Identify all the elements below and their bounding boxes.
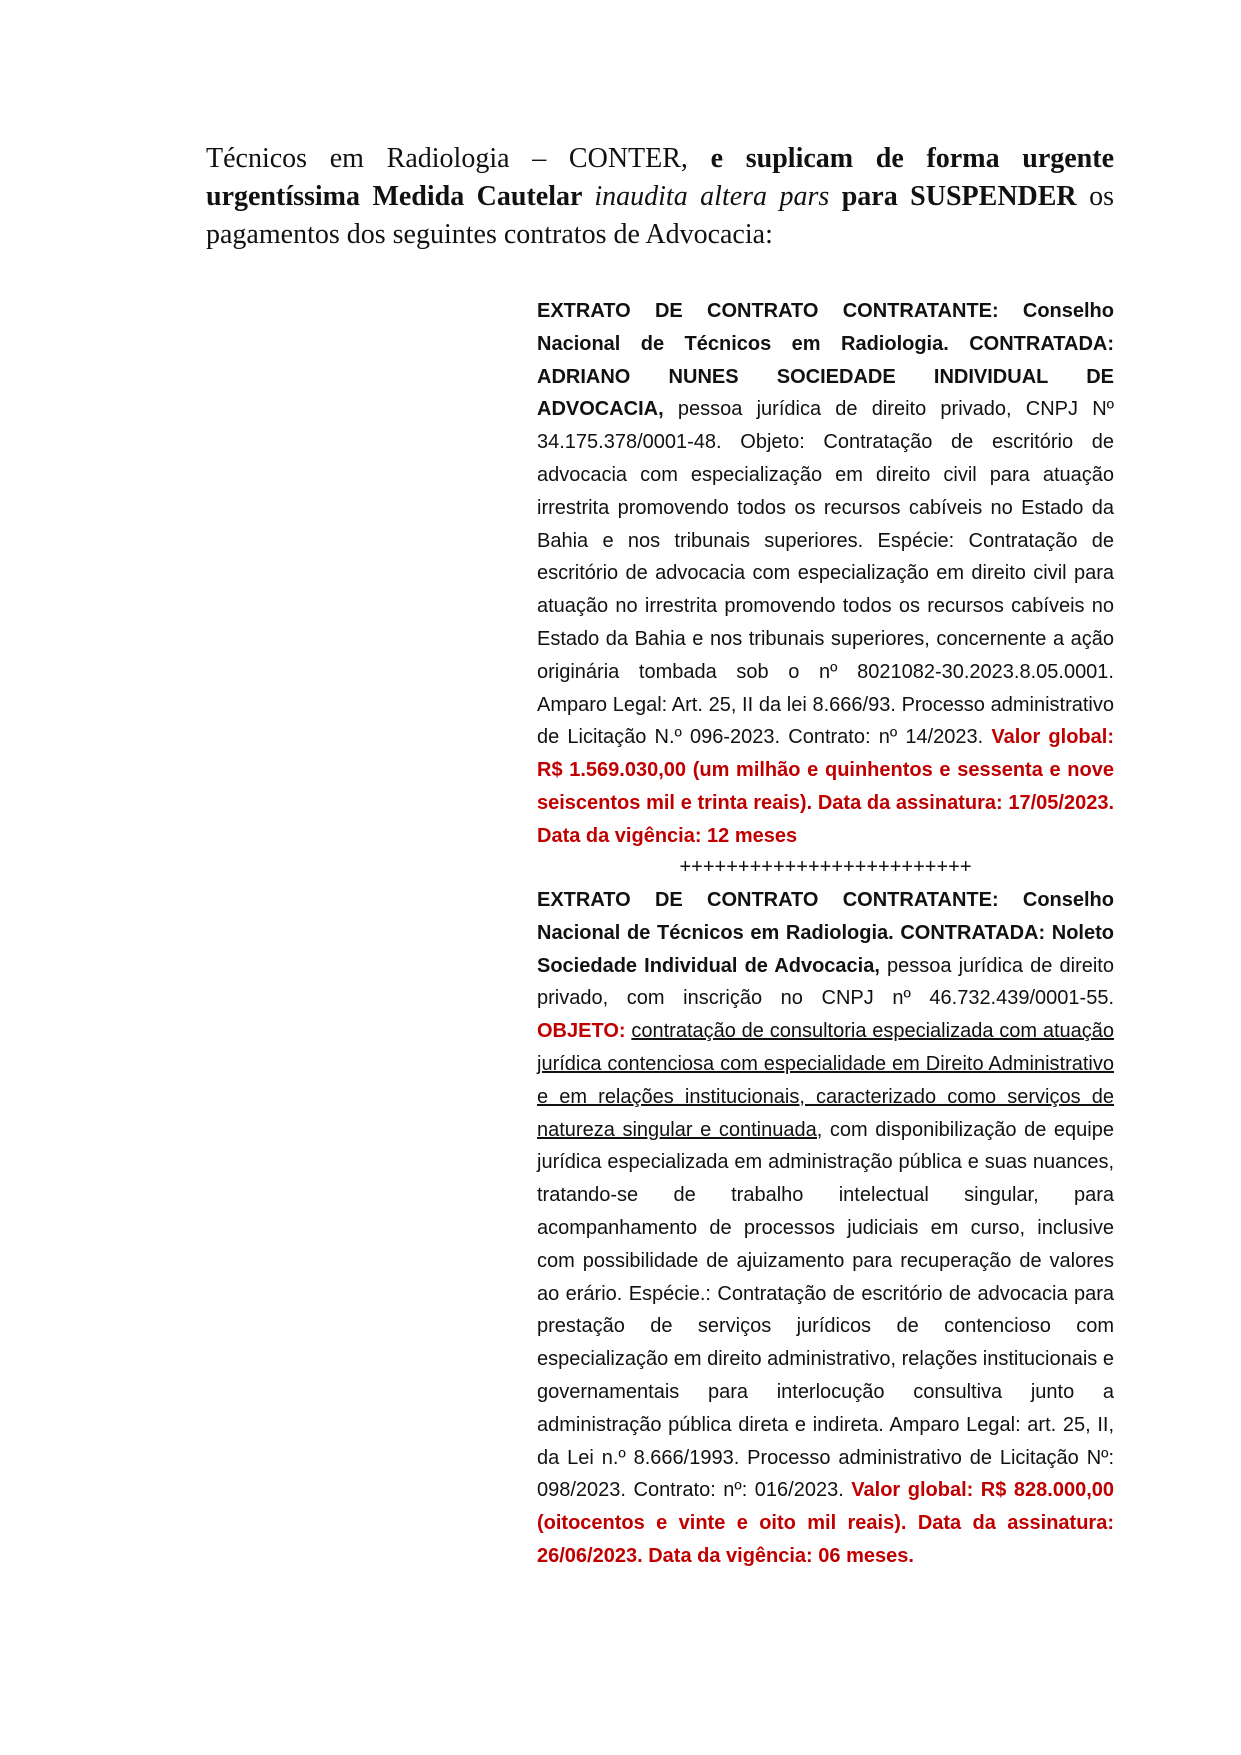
intro-text-1: Técnicos em Radiologia – CONTER, [206,143,711,174]
extract-2-body-2: com disponibilização de equipe jurídica especializada em administração pública e suas nuances, tratando-se de trabalho intelectual singular, para acompanhamento de processos judiciais em curso, inclusive com possibilidade de ajuizamento para recuperação de valores ao erário. Espécie.: Contratação de escritório de advocacia para prestação de serviços jurídicos de contencioso com especialização em direito administrativo, relações institucionais e governamentais para interlocução consultiva junto a administração pública direta e indireta. Amparo Legal: art. 25, II, da Lei n.º 8.666/1993. Processo administrativo de Licitação Nº: 098/2023. Contrato: nº: 016/2023. [537,1118,1114,1502]
extract-2-objeto-text: contratação de consultoria especializada com atuação jurídica contenciosa com especialidade em Direito Administrativo e em relações institucionais, caracterizado como serviços de natureza singular e continuada, [537,1020,1115,1141]
intro-italic: inaudita altera pars [594,181,830,212]
separator-line: +++++++++++++++++++++++++ [679,856,972,878]
extract-2-body-1: pessoa jurídica de direito privado, com inscrição no CNPJ nº 46.732.439/0001-55. [537,954,1114,1010]
contract-extract-1 [537,295,1114,853]
intro-text-2: os pagamentos dos seguintes contratos de Advocacia: [206,181,1114,250]
intro-bold-1: e suplicam de forma urgente urgentíssima Medida Cautelar [206,143,1115,212]
extract-1-body: pessoa jurídica de direito privado, CNPJ Nº 34.175.378/0001-48. Objeto: Contratação de escritório de advocacia com especialização em direito civil para atuação irrestrita promovendo todos os recursos cabíveis no Estado da Bahia e nos tribunais superiores. Espécie: Contratação de escritório de advocacia com especialização em direito civil para atuação no irrestrita promovendo todos os recursos cabíveis no Estado da Bahia e nos tribunais superiores, concernente a ação originária tombada sob o nº 8021082-30.2023.8.05.0001. Amparo Legal: Art. 25, II da lei 8.666/93. Processo administrativo de Licitação N.º 096-2023. Contrato: nº 14/2023. [537,398,1114,749]
extract-2-heading: EXTRATO DE CONTRATO CONTRATANTE: Conselho Nacional de Técnicos em Radiologia. CONTRATADA: Noleto Sociedade Individual de Advocacia, [537,889,1114,977]
intro-paragraph [206,140,1114,254]
extract-2-objeto-label: OBJETO: [537,1020,626,1043]
intro-bold-2: para SUSPENDER [829,181,1077,212]
extract-1-value-highlight: Valor global: R$ 1.569.030,00 (um milhão e quinhentos e sessenta e nove seiscentos mil e trinta reais). Data da assinatura: 17/05/2023. Data da vigência: 12 meses [537,726,1114,847]
contract-extract-2 [537,884,1114,1573]
extract-2-value-highlight: Valor global: R$ 828.000,00 (oitocentos e vinte e oito mil reais). Data da assinatura: 26/06/2023. Data da vigência: 06 meses. [537,1479,1114,1567]
extract-1-heading: EXTRATO DE CONTRATO CONTRATANTE: Conselho Nacional de Técnicos em Radiologia. CONTRATADA: ADRIANO NUNES SOCIEDADE INDIVIDUAL DE ADVOCACIA, [537,300,1114,421]
